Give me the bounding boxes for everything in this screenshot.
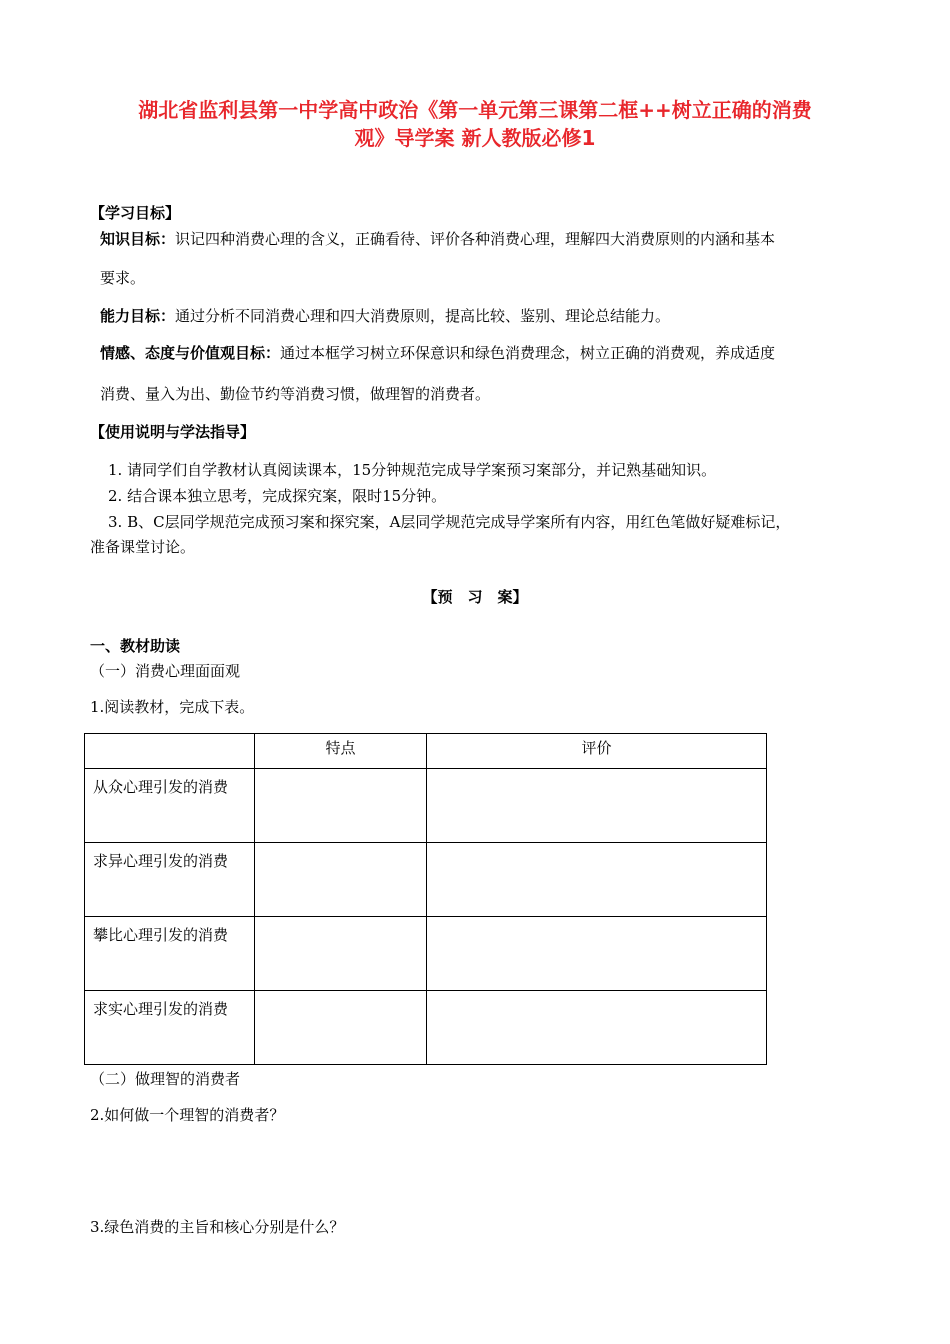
guide-item-3: 3. B、C层同学规范完成预习案和探究案，A层同学规范完成导学案所有内容，用红色笔做好疑难标记， — [108, 513, 791, 531]
title-line-1: 湖北省监利县第一中学高中政治《第一单元第三课第二框++树立正确的消费 — [138, 98, 812, 122]
guide-heading: 【使用说明与学法指导】 — [90, 423, 256, 441]
evaluation-cell[interactable] — [427, 917, 767, 991]
psychology-table — [84, 733, 767, 1065]
header-feature: 特点 — [255, 734, 427, 769]
row-label: 攀比心理引发的消费 — [85, 917, 255, 991]
title-line-2: 观》导学案 新人教版必修1 — [354, 126, 596, 150]
evaluation-cell[interactable] — [427, 843, 767, 917]
row-label: 求实心理引发的消费 — [85, 991, 255, 1065]
row-label: 从众心理引发的消费 — [85, 769, 255, 843]
header-blank — [85, 734, 255, 769]
knowledge-objective — [100, 229, 775, 249]
emotion-text-cont: 消费、量入为出、勤俭节约等消费习惯，做理智的消费者。 — [100, 385, 491, 403]
ability-label: 能力目标： — [100, 307, 176, 325]
objectives-heading: 【学习目标】 — [90, 204, 181, 222]
document-title — [60, 96, 890, 152]
preview-heading: 【预 习 案】 — [422, 588, 528, 606]
table-row — [85, 769, 767, 843]
feature-cell[interactable] — [255, 917, 427, 991]
table-row — [85, 843, 767, 917]
feature-cell[interactable] — [255, 843, 427, 917]
evaluation-cell[interactable] — [427, 991, 767, 1065]
feature-cell[interactable] — [255, 769, 427, 843]
evaluation-cell[interactable] — [427, 769, 767, 843]
subsection-1: （一）消费心理面面观 — [90, 662, 241, 680]
knowledge-text-cont: 要求。 — [100, 269, 146, 287]
ability-objective — [100, 306, 670, 326]
question-3: 3.绿色消费的主旨和核心分别是什么？ — [90, 1218, 345, 1236]
subsection-2: （二）做理智的消费者 — [90, 1070, 241, 1088]
table-row — [85, 991, 767, 1065]
table-header-row — [85, 734, 767, 769]
emotion-label: 情感、态度与价值观目标： — [100, 344, 281, 362]
ability-text: 通过分析不同消费心理和四大消费原则，提高比较、鉴别、理论总结能力。 — [175, 307, 671, 325]
guide-item-2: 2. 结合课本独立思考，完成探究案，限时15分钟。 — [108, 487, 447, 505]
emotion-text: 通过本框学习树立环保意识和绿色消费理念，树立正确的消费观，养成适度 — [280, 344, 776, 362]
table-row — [85, 917, 767, 991]
feature-cell[interactable] — [255, 991, 427, 1065]
question-1: 1.阅读教材，完成下表。 — [90, 698, 255, 716]
question-2: 2.如何做一个理智的消费者？ — [90, 1106, 285, 1124]
knowledge-label: 知识目标： — [100, 230, 176, 248]
row-label: 求异心理引发的消费 — [85, 843, 255, 917]
knowledge-text: 识记四种消费心理的含义，正确看待、评价各种消费心理，理解四大消费原则的内涵和基本 — [175, 230, 776, 248]
guide-item-3-cont: 准备课堂讨论。 — [90, 538, 196, 556]
header-evaluation: 评价 — [427, 734, 767, 769]
emotion-objective — [100, 343, 775, 363]
section-heading: 一、教材助读 — [90, 637, 181, 655]
guide-item-1: 1. 请同学们自学教材认真阅读课本，15分钟规范完成导学案预习案部分，并记熟基础知识。 — [108, 461, 717, 479]
